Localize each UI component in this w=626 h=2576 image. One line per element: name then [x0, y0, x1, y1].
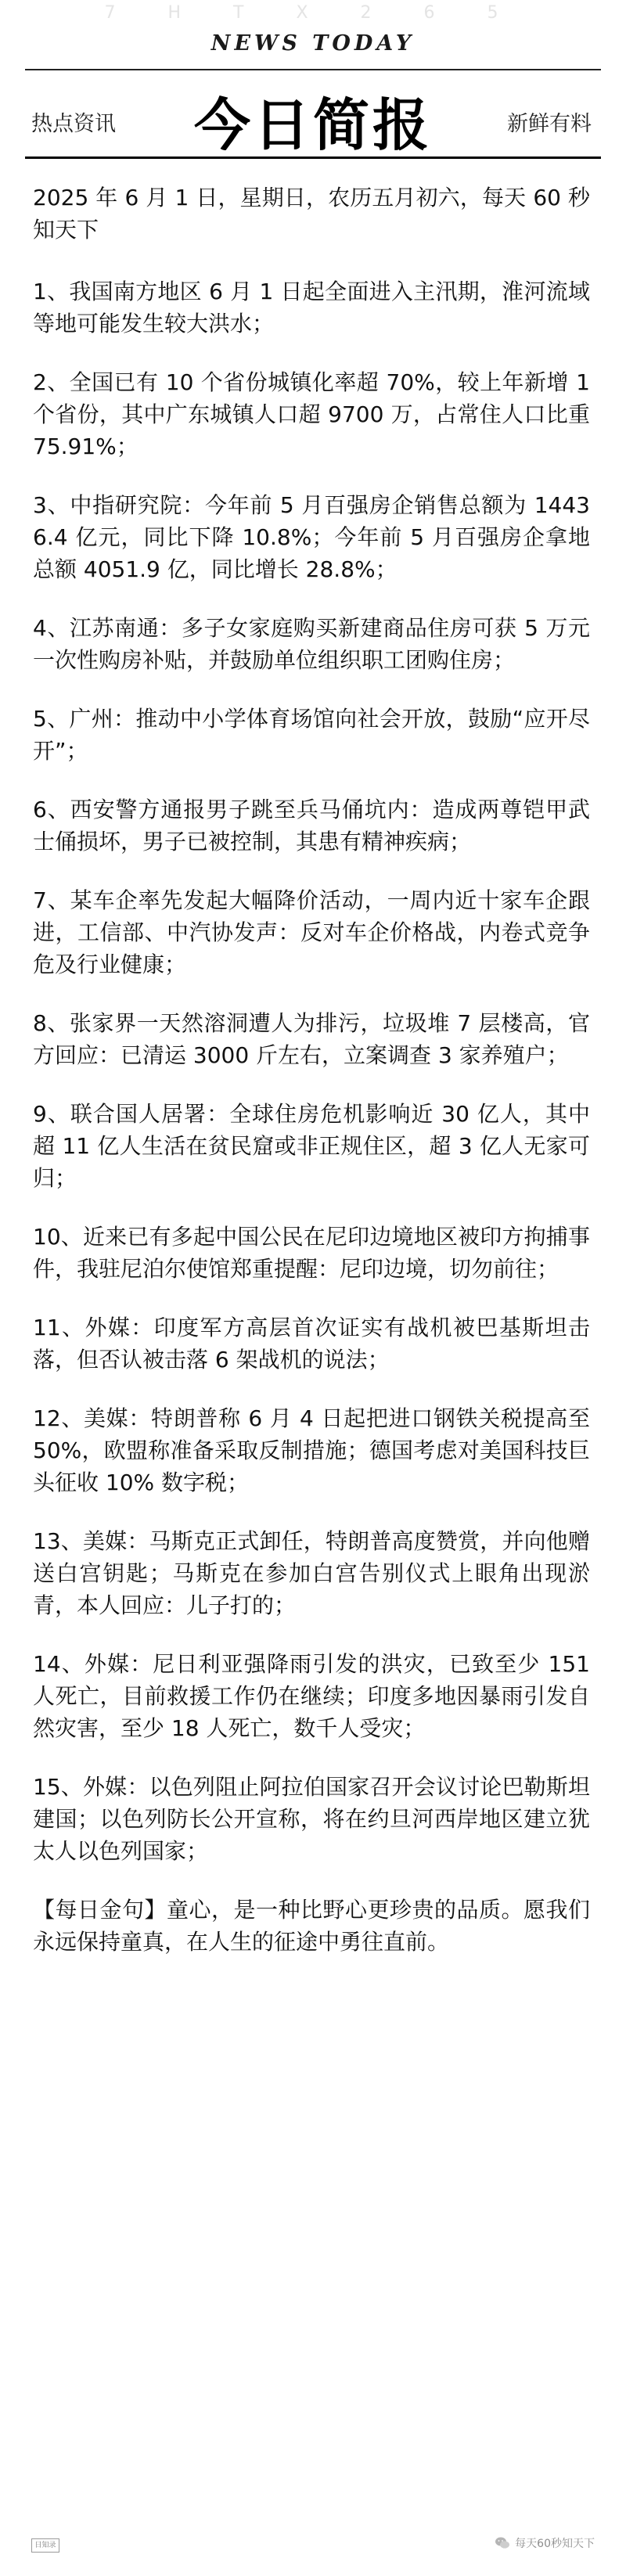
news-item-9: 9、联合国人居署：全球住房危机影响近 30 亿人，其中超 11 亿人生活在贫民窟或非正规住区，超 3 亿人无家可归；: [33, 1101, 590, 1191]
news-item-1: 1、我国南方地区 6 月 1 日起全面进入主汛期，淮河流域等地可能发生较大洪水；: [33, 279, 590, 336]
top-divider: [25, 69, 601, 70]
footer: [0, 2534, 626, 2565]
news-item-2: 2、全国已有 10 个省份城镇化率超 70%，较上年新增 1 个省份，其中广东城镇人口超 9700 万，占常住人口比重 75.91%；: [33, 369, 590, 459]
daily-quote: [33, 1894, 590, 1958]
wechat-icon: [495, 2536, 510, 2550]
news-item-6: 6、西安警方通报男子跳至兵马俑坑内：造成两尊铠甲武士俑损坏，男子已被控制，其患有精神疾病；: [33, 797, 590, 854]
news-item-14: 14、外媒：尼日利亚强降雨引发的洪灾，已致至少 151 人死亡，目前救援工作仍在继续；印度多地因暴雨引发自然灾害，至少 18 人死亡，数千人受灾；: [33, 1651, 590, 1741]
news-item-10: 10、近来已有多起中国公民在尼印边境地区被印方拘捕事件，我驻尼泊尔使馆郑重提醒：尼印边境，切勿前往；: [33, 1224, 590, 1282]
news-item-8: 8、张家界一天然溶洞遭人为排污，垃圾堆 7 层楼高，官方回应：已清运 3000 斤左右，立案调查 3 家养殖户；: [33, 1010, 590, 1068]
news-item-12: 12、美媒：特朗普称 6 月 4 日起把进口钢铁关税提高至 50%，欧盟称准备采取反制措施；德国考虑对美国科技巨头征收 10% 数字税；: [33, 1405, 590, 1495]
left-tagline: 热点资讯: [31, 112, 116, 136]
news-item-13: 13、美媒：马斯克正式卸任，特朗普高度赞赏，并向他赠送白宫钥匙；马斯克在参加白宫告别仪式上眼角出现淤青，本人回应：儿子打的；: [33, 1528, 590, 1618]
news-item-3: 3、中指研究院：今年前 5 月百强房企销售总额为 14436.4 亿元，同比下降 10.8%；今年前 5 月百强房企拿地总额 4051.9 亿，同比增长 28.8%；: [33, 492, 590, 582]
news-today-label: NEWS TODAY: [210, 31, 416, 56]
news-item-5: 5、广州：推动中小学体育场馆向社会开放，鼓励“应开尽开”；: [33, 706, 590, 764]
ghost-code: 7 H T X 2 6 5: [104, 3, 522, 23]
news-content: [33, 182, 590, 1984]
daily-quote-tag: 【每日金句】: [33, 1897, 167, 1923]
account-name: 每天60秒知天下: [515, 2538, 595, 2550]
date-line: 2025 年 6 月 1 日，星期日，农历五月初六，每天 60 秒知天下: [33, 185, 590, 243]
account-watermark: [495, 2535, 595, 2551]
daily-quote-text: 童心，是一种比野心更珍贵的品质。愿我们永远保持童真，在人生的征途中勇往直前。: [33, 1897, 590, 1955]
news-item-4: 4、江苏南通：多子女家庭购买新建商品住房可获 5 万元一次性购房补贴，并鼓励单位组织职工团购住房；: [33, 615, 590, 673]
bottom-divider: [25, 157, 601, 159]
news-item-7: 7、某车企率先发起大幅降价活动，一周内近十家车企跟进，工信部、中汽协发声：反对车企价格战，内卷式竞争危及行业健康；: [33, 887, 590, 977]
footer-logo: 日知录: [31, 2538, 59, 2553]
news-item-11: 11、外媒：印度军方高层首次证实有战机被巴基斯坦击落，但否认被击落 6 架战机的说法；: [33, 1315, 590, 1373]
page-title: 今日简报: [193, 92, 432, 158]
news-item-15: 15、外媒：以色列阻止阿拉伯国家召开会议讨论巴勒斯坦建国；以色列防长公开宣称，将在约旦河西岸地区建立犹太人以色列国家；: [33, 1774, 590, 1864]
masthead: [0, 0, 626, 166]
right-tagline: 新鲜有料: [507, 112, 592, 136]
